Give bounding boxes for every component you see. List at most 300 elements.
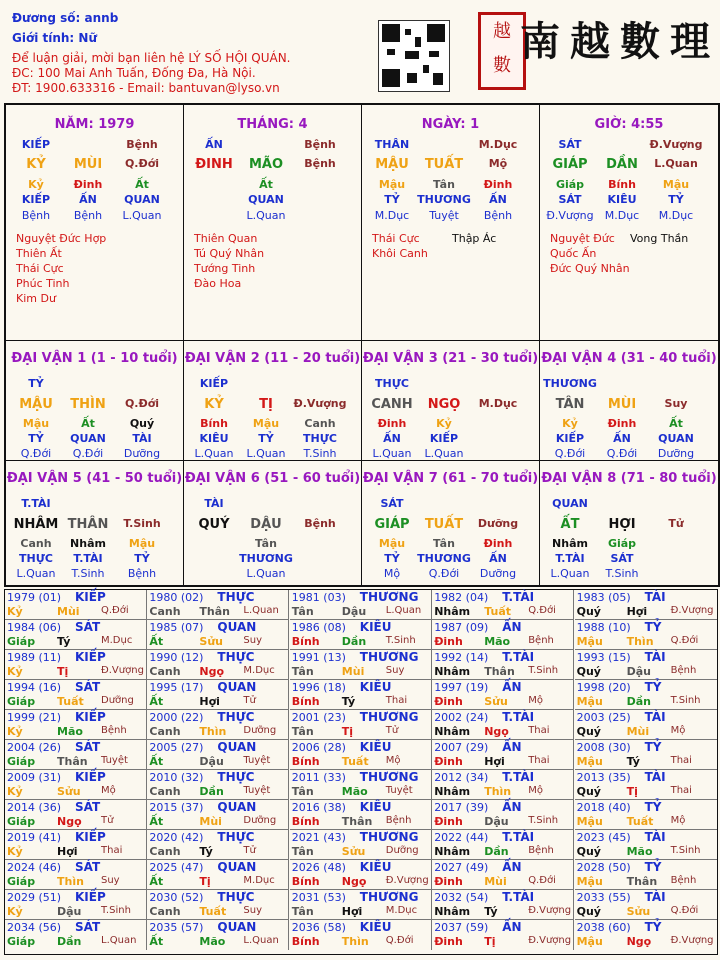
dai-van-value: THƯƠNG	[417, 552, 471, 565]
year-cell	[575, 680, 717, 710]
year-cell	[147, 710, 289, 740]
year-stem: Nhâm	[434, 665, 471, 678]
year-branch: Tuất	[57, 695, 84, 708]
year-ten-god: TỶ	[644, 860, 662, 874]
year-cell	[5, 590, 147, 620]
year-phase: Thai	[101, 845, 123, 856]
year-ten-god: THƯƠNG	[359, 650, 419, 664]
year-phase: Tuyệt	[385, 785, 413, 796]
year-phase: Thai	[670, 785, 692, 796]
year-branch: Thân	[199, 605, 230, 618]
pillar-value: QUAN	[248, 193, 284, 206]
year-phase: Mộ	[670, 725, 686, 736]
auspicious-star: Nguyệt Đức Hợp	[16, 232, 107, 245]
dai-van-cell	[540, 341, 718, 461]
dai-van-value: MÙI	[607, 397, 637, 412]
year-cell	[575, 740, 717, 770]
year-phase: Suy	[243, 635, 262, 646]
year-branch: Tuất	[199, 905, 227, 918]
year-phase: M.Dục	[243, 665, 275, 676]
year-branch: Mão	[199, 935, 226, 948]
dai-van-value: Ất	[81, 417, 95, 430]
pillar-value: Đ.Vượng	[649, 138, 703, 151]
year-branch: Dậu	[626, 665, 651, 678]
year-label: 2037 (59)	[434, 921, 489, 934]
dai-van-value: T.Sinh	[123, 517, 161, 530]
dai-van-value: Quý	[129, 417, 155, 430]
year-phase: Suy	[101, 875, 120, 886]
year-phase: Mộ	[101, 785, 116, 796]
pillar-value: Bệnh	[73, 209, 103, 222]
year-stem: Mậu	[576, 635, 603, 648]
year-phase: Q.Đới	[528, 875, 556, 886]
year-cell	[5, 890, 147, 920]
dai-van-value: Đinh	[377, 417, 407, 430]
pillar-value: DẦN	[606, 157, 638, 172]
pillar-value: Bệnh	[304, 157, 336, 170]
year-ten-god: QUAN	[217, 740, 257, 754]
year-branch: Tị	[626, 785, 638, 798]
pillar-value: ĐINH	[195, 157, 233, 172]
year-branch: Sửu	[626, 905, 651, 918]
dai-van-value: TỶ	[134, 552, 150, 565]
year-cell	[290, 590, 432, 620]
year-ten-god: TỶ	[644, 920, 662, 934]
year-cell	[5, 860, 147, 890]
year-phase: Thai	[670, 755, 692, 766]
year-phase: Bệnh	[528, 635, 554, 646]
year-ten-god: QUAN	[217, 860, 257, 874]
dai-van-value: Ất	[669, 417, 683, 430]
year-ten-god: THƯƠNG	[359, 770, 419, 784]
year-stem: Kỷ	[7, 725, 23, 738]
dai-van-value: SÁT	[380, 497, 404, 510]
year-branch: Ngọ	[57, 815, 82, 828]
year-cell	[5, 740, 147, 770]
year-stem: Canh	[149, 665, 181, 678]
year-branch: Ngọ	[199, 665, 225, 678]
auspicious-star: Đào Hoa	[194, 277, 242, 290]
dai-van-value: L.Quan	[550, 567, 590, 580]
year-ten-god: THỰC	[217, 590, 255, 604]
year-stem: Bính	[291, 695, 320, 708]
year-branch: Sửu	[484, 695, 508, 708]
pillar-value: SÁT	[558, 193, 582, 206]
year-phase: Dưỡng	[243, 815, 277, 826]
year-branch: Sửu	[199, 635, 223, 648]
dai-van-value: ẤN	[489, 552, 507, 565]
year-branch: Tuất	[626, 815, 654, 828]
year-cell	[432, 770, 574, 800]
year-label: 1995 (17)	[149, 681, 204, 694]
year-phase: Đ.Vượng	[528, 935, 572, 946]
address-line: ĐC: 100 Mai Anh Tuấn, Đống Đa, Hà Nội.	[12, 66, 256, 80]
year-stem: Canh	[149, 605, 181, 618]
year-cell	[5, 620, 147, 650]
dai-van-value: Dưỡng	[477, 517, 519, 530]
year-label: 2012 (34)	[434, 771, 489, 784]
year-phase: Dưỡng	[385, 845, 419, 856]
year-branch: Tuất	[484, 605, 511, 618]
dai-van-value: Dưỡng	[657, 447, 695, 460]
year-stem: Tân	[291, 665, 314, 678]
year-label: 1998 (20)	[576, 681, 631, 694]
pillar-value: QUAN	[124, 193, 160, 206]
year-cell	[290, 920, 432, 950]
dai-van-value: TỶ	[384, 552, 400, 565]
year-phase: Q.Đới	[385, 935, 414, 946]
pillar-chart	[4, 103, 720, 587]
year-phase: Dưỡng	[243, 725, 277, 736]
year-ten-god: QUAN	[217, 680, 257, 694]
year-ten-god: THỰC	[217, 830, 255, 844]
year-branch: Dần	[199, 785, 224, 798]
year-cell	[432, 800, 574, 830]
dai-van-cell	[6, 461, 184, 585]
year-label: 2002 (24)	[434, 711, 489, 724]
year-phase: Đ.Vượng	[670, 605, 714, 616]
pillar-value: Giáp	[555, 178, 585, 191]
year-stem: Nhâm	[434, 905, 471, 918]
year-cell	[432, 620, 574, 650]
year-label: 2017 (39)	[434, 801, 489, 814]
dai-van-value: NGỌ	[427, 397, 461, 412]
year-phase: Thai	[528, 755, 550, 766]
year-ten-god: KIẾP	[75, 710, 106, 724]
year-stem: Giáp	[7, 695, 36, 708]
year-ten-god: T.TÀI	[502, 650, 535, 664]
year-branch: Sửu	[57, 785, 81, 798]
year-ten-god: T.TÀI	[502, 710, 535, 724]
year-cell	[432, 650, 574, 680]
year-branch: Hợi	[57, 845, 78, 858]
dai-van-value: Dưỡng	[123, 447, 161, 460]
year-phase: Mộ	[670, 815, 686, 826]
year-label: 1996 (18)	[291, 681, 346, 694]
dai-van-value: Tân	[433, 537, 455, 550]
year-phase: L.Quan	[243, 935, 279, 946]
dai-van-value: KỶ	[204, 397, 224, 412]
dai-van-value: Nhâm	[552, 537, 588, 550]
year-branch: Thìn	[341, 935, 369, 948]
year-label: 2015 (37)	[149, 801, 204, 814]
year-label: 2026 (48)	[291, 861, 346, 874]
year-label: 2023 (45)	[576, 831, 631, 844]
year-stem: Bính	[291, 875, 320, 888]
pillar-value: L.Quan	[122, 209, 162, 222]
year-label: 1979 (01)	[7, 591, 62, 604]
year-branch: Tị	[57, 665, 69, 678]
dai-van-value: Mậu	[128, 537, 156, 550]
year-label: 2008 (30)	[576, 741, 631, 754]
pillar-value: MÙI	[73, 157, 103, 172]
year-cell	[432, 740, 574, 770]
year-stem: Đinh	[434, 695, 463, 708]
year-cell	[147, 890, 289, 920]
year-stem: Tân	[291, 905, 314, 918]
year-label: 1991 (13)	[291, 651, 346, 664]
dai-van-value: KIÊU	[199, 432, 229, 445]
dai-van-value: GIÁP	[374, 517, 410, 532]
year-cell	[432, 920, 574, 950]
year-branch: Dần	[626, 695, 651, 708]
year-cell	[290, 620, 432, 650]
year-branch: Tý	[57, 635, 71, 648]
year-cell	[5, 770, 147, 800]
year-phase: Tuyệt	[101, 755, 128, 766]
year-ten-god: KIÊU	[359, 740, 392, 754]
year-stem: Ất	[149, 695, 164, 708]
year-cell	[290, 830, 432, 860]
pillar-value: SÁT	[558, 138, 582, 151]
year-label: 1981 (03)	[291, 591, 346, 604]
year-label: 2034 (56)	[7, 921, 62, 934]
auspicious-star: Tướng Tinh	[194, 262, 256, 275]
dai-van-value: Nhâm	[70, 537, 106, 550]
year-branch: Hợi	[626, 605, 648, 618]
year-branch: Dậu	[341, 605, 367, 618]
year-ten-god: KIẾP	[75, 890, 106, 904]
auspicious-star: Kim Dư	[16, 292, 56, 305]
year-cell	[432, 590, 574, 620]
year-label: 2016 (38)	[291, 801, 346, 814]
pillar-value: Bệnh	[21, 209, 51, 222]
pillar-value: L.Quan	[654, 157, 698, 170]
year-label: 2014 (36)	[7, 801, 62, 814]
year-label: 1992 (14)	[434, 651, 489, 664]
pillar-value: TỶ	[668, 193, 684, 206]
year-ten-god: ẤN	[502, 920, 522, 934]
year-ten-god: T.TÀI	[502, 890, 535, 904]
year-stem: Giáp	[7, 935, 36, 948]
year-ten-god: TÀI	[644, 770, 666, 784]
year-cell	[290, 650, 432, 680]
pillar-value: ẤN	[79, 193, 97, 206]
year-stem: Canh	[149, 785, 181, 798]
dai-van-cell	[540, 461, 718, 585]
year-label: 2007 (29)	[434, 741, 489, 754]
year-ten-god: KIÊU	[359, 860, 392, 874]
year-stem: Kỷ	[7, 785, 23, 798]
year-label: 1982 (04)	[434, 591, 489, 604]
dai-van-value: Mộ	[383, 567, 401, 580]
year-label: 2006 (28)	[291, 741, 346, 754]
dai-van-value: Q.Đới	[606, 447, 638, 460]
dai-van-value: T.Sinh	[605, 567, 639, 580]
pillar-value: Bệnh	[304, 138, 336, 151]
auspicious-star: Thái Cực	[372, 232, 420, 245]
pillar-value: Tuyệt	[429, 209, 459, 222]
year-stem: Đinh	[434, 875, 463, 888]
year-stem: Bính	[291, 815, 320, 828]
pillar-title: NGÀY: 1	[421, 117, 480, 132]
year-stem: Quý	[576, 785, 601, 798]
pillar-cell	[540, 105, 718, 341]
dai-van-value: Tử	[668, 517, 684, 530]
year-cell	[575, 650, 717, 680]
year-branch: Ngọ	[341, 875, 367, 888]
yearly-table	[4, 589, 718, 955]
dai-van-value: QUAN	[70, 432, 106, 445]
year-branch: Mùi	[484, 875, 507, 888]
pillar-value: Ất	[259, 178, 273, 191]
year-ten-god: QUAN	[217, 620, 257, 634]
year-label: 2010 (32)	[149, 771, 204, 784]
year-label: 1980 (02)	[149, 591, 204, 604]
dai-van-value: L.Quan	[16, 567, 56, 580]
year-label: 2000 (22)	[149, 711, 204, 724]
year-stem: Kỷ	[7, 905, 23, 918]
year-ten-god: SÁT	[75, 920, 101, 934]
pillar-value: Mộ	[488, 157, 508, 170]
year-label: 1983 (05)	[576, 591, 631, 604]
dai-van-value: Đinh	[607, 417, 637, 430]
dai-van-value: L.Quan	[194, 447, 234, 460]
year-phase: Suy	[385, 665, 405, 676]
year-ten-god: QUAN	[217, 800, 257, 814]
year-stem: Đinh	[434, 935, 463, 948]
year-stem: Mậu	[576, 695, 603, 708]
year-ten-god: KIÊU	[359, 620, 392, 634]
year-ten-god: SÁT	[75, 860, 101, 874]
year-branch: Thìn	[57, 875, 84, 888]
pillar-cell	[184, 105, 362, 341]
year-cell	[575, 710, 717, 740]
year-stem: Ất	[149, 755, 164, 768]
dai-van-cell	[184, 341, 362, 461]
pillar-value: M.Dục	[374, 209, 410, 222]
dai-van-value: TỶ	[258, 432, 274, 445]
dai-van-value: TỶ	[28, 432, 44, 445]
year-cell	[432, 890, 574, 920]
year-branch: Tý	[484, 905, 498, 918]
year-cell	[575, 590, 717, 620]
year-branch: Mão	[341, 785, 368, 798]
qr-code-icon[interactable]	[378, 20, 450, 92]
dai-van-value: T.Sinh	[303, 447, 337, 460]
year-phase: Bệnh	[670, 875, 697, 886]
year-branch: Dần	[57, 935, 82, 948]
year-branch: Thân	[626, 875, 658, 888]
year-stem: Nhâm	[434, 605, 471, 618]
year-label: 2029 (51)	[7, 891, 62, 904]
year-label: 2036 (58)	[291, 921, 346, 934]
year-stem: Canh	[149, 845, 181, 858]
year-cell	[290, 800, 432, 830]
year-ten-god: T.TÀI	[502, 590, 535, 604]
year-branch: Thìn	[626, 635, 654, 648]
dai-van-value: THƯƠNG	[239, 552, 293, 565]
year-phase: Tử	[243, 845, 256, 856]
year-cell	[290, 710, 432, 740]
dai-van-value: TUẤT	[424, 517, 464, 532]
year-label: 2033 (55)	[576, 891, 631, 904]
year-ten-god: T.TÀI	[502, 830, 535, 844]
year-stem: Tân	[291, 605, 314, 618]
year-cell	[432, 710, 574, 740]
year-phase: Tử	[101, 815, 114, 826]
dai-van-value: Q.Đới	[124, 397, 160, 410]
year-phase: Đ.Vượng	[670, 935, 714, 946]
year-label: 2005 (27)	[149, 741, 204, 754]
year-phase: Suy	[243, 905, 262, 916]
dai-van-value: Q.Đới	[72, 447, 104, 460]
auspicious-star: Khôi Canh	[372, 247, 428, 260]
year-cell	[432, 860, 574, 890]
year-stem: Tân	[291, 845, 314, 858]
year-label: 2024 (46)	[7, 861, 62, 874]
dai-van-value: TÀI	[204, 497, 224, 510]
year-label: 2011 (33)	[291, 771, 346, 784]
year-ten-god: TỶ	[644, 680, 662, 694]
auspicious-star: Tú Quý Nhân	[194, 247, 265, 260]
year-stem: Giáp	[7, 815, 36, 828]
year-stem: Bính	[291, 755, 320, 768]
dai-van-value: TỊ	[259, 397, 273, 412]
year-phase: Tử	[243, 695, 256, 706]
year-branch: Hợi	[341, 905, 363, 918]
year-label: 1986 (08)	[291, 621, 346, 634]
year-label: 2038 (60)	[576, 921, 631, 934]
year-phase: T.Sinh	[385, 635, 416, 646]
year-ten-god: SÁT	[75, 620, 101, 634]
year-phase: M.Dục	[101, 635, 133, 646]
year-branch: Tị	[341, 725, 354, 738]
year-branch: Tuất	[341, 755, 369, 768]
year-phase: Thai	[385, 695, 408, 706]
year-branch: Tý	[199, 845, 213, 858]
dai-van-value: L.Quan	[246, 567, 286, 580]
pillar-value: Đ.Vượng	[546, 209, 594, 222]
year-stem: Mậu	[576, 875, 603, 888]
year-stem: Ất	[149, 875, 164, 888]
year-phase: T.Sinh	[101, 905, 131, 916]
year-phase: Q.Đới	[670, 905, 699, 916]
year-branch: Dần	[341, 635, 367, 648]
year-cell	[575, 830, 717, 860]
dai-van-value: MẬU	[19, 397, 53, 412]
pillar-value: Mậu	[662, 178, 690, 191]
dai-van-value: TÂN	[555, 397, 585, 412]
year-branch: Thân	[341, 815, 373, 828]
dai-van-title: ĐẠI VẬN 7 (61 - 70 tuổi)	[362, 471, 539, 486]
year-label: 1999 (21)	[7, 711, 62, 724]
year-branch: Dậu	[484, 815, 509, 828]
year-stem: Nhâm	[434, 785, 471, 798]
year-label: 2003 (25)	[576, 711, 631, 724]
year-branch: Mùi	[626, 725, 650, 738]
year-phase: T.Sinh	[670, 845, 701, 856]
year-cell	[5, 650, 147, 680]
year-branch: Hợi	[484, 755, 505, 768]
dai-van-value: QUÝ	[198, 517, 230, 532]
auspicious-star: Đức Quý Nhân	[550, 262, 630, 275]
year-label: 2020 (42)	[149, 831, 204, 844]
year-stem: Nhâm	[434, 845, 471, 858]
pillar-value: Đinh	[73, 178, 103, 191]
dai-van-value: QUAN	[658, 432, 694, 445]
pillar-value: THƯƠNG	[417, 193, 471, 206]
dai-van-value: ẤN	[613, 432, 631, 445]
dai-van-value: Q.Đới	[20, 447, 52, 460]
year-label: 1994 (16)	[7, 681, 62, 694]
year-label: 1984 (06)	[7, 621, 62, 634]
pillar-value: Kỷ	[28, 178, 44, 191]
dai-van-title: ĐẠI VẬN 3 (21 - 30 tuổi)	[362, 351, 539, 366]
year-branch: Thân	[484, 665, 515, 678]
pillar-value: L.Quan	[246, 209, 286, 222]
year-cell	[5, 710, 147, 740]
